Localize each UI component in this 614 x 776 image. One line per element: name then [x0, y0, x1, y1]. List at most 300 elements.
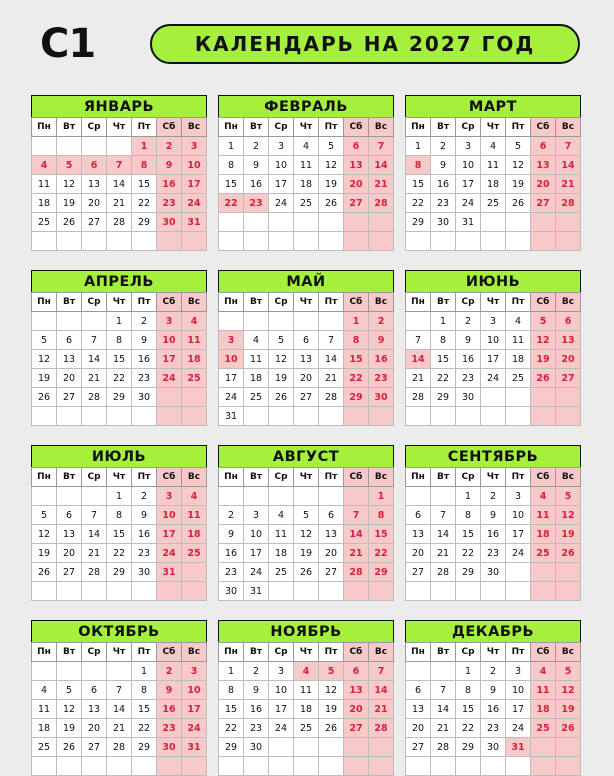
day-cell: 20: [406, 544, 431, 563]
day-cell: 12: [57, 175, 82, 194]
day-cell: 10: [219, 350, 244, 369]
weekday-label: Чт: [107, 118, 132, 137]
day-cell: 23: [456, 369, 481, 388]
day-cell: 18: [269, 544, 294, 563]
week-row: [32, 213, 207, 232]
day-cell: 19: [506, 175, 531, 194]
day-cell: 30: [456, 388, 481, 407]
day-cell: 25: [32, 738, 57, 757]
day-cell: 18: [182, 350, 207, 369]
day-cell: 29: [456, 563, 481, 582]
day-cell: 9: [369, 331, 394, 350]
day-cell: 13: [294, 350, 319, 369]
weekday-label: Чт: [481, 293, 506, 312]
weekday-label: Пн: [32, 293, 57, 312]
day-cell: 26: [294, 563, 319, 582]
month-table: [218, 292, 394, 426]
day-cell: 11: [531, 506, 556, 525]
weekday-label: Ср: [82, 118, 107, 137]
empty-cell: [431, 487, 456, 506]
day-cell: 15: [219, 175, 244, 194]
day-cell: 13: [556, 331, 581, 350]
day-cell: 26: [506, 194, 531, 213]
weekday-label: Пт: [319, 293, 344, 312]
day-cell: 6: [531, 137, 556, 156]
empty-cell: [406, 232, 431, 251]
day-cell: 30: [132, 388, 157, 407]
day-cell: 13: [57, 525, 82, 544]
day-cell: 9: [157, 156, 182, 175]
day-cell: 15: [107, 525, 132, 544]
empty-cell: [319, 232, 344, 251]
day-cell: 24: [157, 369, 182, 388]
empty-cell: [244, 757, 269, 776]
day-cell: 21: [344, 544, 369, 563]
weekday-label: Вс: [556, 468, 581, 487]
day-cell: 31: [219, 407, 244, 426]
empty-cell: [456, 232, 481, 251]
day-cell: 4: [269, 506, 294, 525]
empty-cell: [319, 213, 344, 232]
empty-cell: [82, 232, 107, 251]
weekday-label: Пт: [506, 643, 531, 662]
weekday-label: Сб: [344, 293, 369, 312]
day-cell: 10: [456, 156, 481, 175]
weekday-header-row: [406, 293, 581, 312]
empty-cell: [244, 312, 269, 331]
empty-cell: [344, 757, 369, 776]
day-cell: 16: [481, 700, 506, 719]
month-table: [31, 467, 207, 601]
weekday-label: Вт: [57, 643, 82, 662]
day-cell: 22: [456, 719, 481, 738]
day-cell: 16: [157, 175, 182, 194]
day-cell: 4: [182, 312, 207, 331]
month-title: МАРТ: [405, 95, 581, 117]
day-cell: 19: [269, 369, 294, 388]
empty-cell: [157, 757, 182, 776]
empty-cell: [319, 312, 344, 331]
day-cell: 29: [406, 213, 431, 232]
empty-cell: [531, 213, 556, 232]
month-table: [31, 117, 207, 251]
day-cell: 24: [269, 194, 294, 213]
weekday-label: Пн: [32, 468, 57, 487]
day-cell: 7: [431, 681, 456, 700]
day-cell: 28: [369, 719, 394, 738]
day-cell: 28: [107, 738, 132, 757]
weekday-header-row: [406, 643, 581, 662]
weekday-label: Чт: [107, 468, 132, 487]
day-cell: 9: [132, 506, 157, 525]
empty-cell: [269, 213, 294, 232]
day-cell: 26: [556, 544, 581, 563]
empty-cell: [157, 388, 182, 407]
weekday-header-row: [219, 118, 394, 137]
empty-cell: [406, 487, 431, 506]
weekday-label: Пн: [406, 293, 431, 312]
day-cell: 22: [344, 369, 369, 388]
day-cell: 17: [182, 700, 207, 719]
day-cell: 27: [82, 738, 107, 757]
day-cell: 4: [531, 662, 556, 681]
weekday-label: Ср: [82, 293, 107, 312]
empty-cell: [481, 582, 506, 601]
day-cell: 4: [294, 137, 319, 156]
week-row: [406, 506, 581, 525]
day-cell: 31: [456, 213, 481, 232]
week-row: [32, 662, 207, 681]
week-row: [32, 350, 207, 369]
day-cell: 27: [294, 388, 319, 407]
week-row: [406, 156, 581, 175]
day-cell: 9: [157, 681, 182, 700]
week-row: [219, 487, 394, 506]
day-cell: 13: [82, 700, 107, 719]
weekday-label: Ср: [269, 468, 294, 487]
weekday-label: Сб: [531, 643, 556, 662]
week-row: [406, 388, 581, 407]
day-cell: 3: [269, 662, 294, 681]
calendar-grid: [31, 95, 581, 770]
week-row: [32, 331, 207, 350]
day-cell: 6: [57, 331, 82, 350]
day-cell: 18: [182, 525, 207, 544]
empty-cell: [132, 582, 157, 601]
weekday-label: Ср: [269, 293, 294, 312]
weekday-label: Вт: [244, 118, 269, 137]
day-cell: 11: [294, 156, 319, 175]
empty-cell: [344, 232, 369, 251]
day-cell: 20: [556, 350, 581, 369]
empty-cell: [57, 662, 82, 681]
day-cell: 9: [244, 681, 269, 700]
day-cell: 23: [369, 369, 394, 388]
day-cell: 28: [406, 388, 431, 407]
weekday-label: Вт: [57, 468, 82, 487]
week-row: [219, 506, 394, 525]
day-cell: 23: [132, 369, 157, 388]
empty-cell: [344, 582, 369, 601]
empty-cell: [319, 487, 344, 506]
day-cell: 26: [269, 388, 294, 407]
weekday-label: Ср: [456, 293, 481, 312]
week-row: [406, 175, 581, 194]
week-row: [32, 194, 207, 213]
week-row: [32, 312, 207, 331]
empty-cell: [157, 582, 182, 601]
weekday-label: Вт: [244, 468, 269, 487]
day-cell: 22: [219, 194, 244, 213]
week-row: [219, 525, 394, 544]
day-cell: 29: [107, 563, 132, 582]
day-cell: 30: [431, 213, 456, 232]
day-cell: 21: [431, 719, 456, 738]
day-cell: 27: [82, 213, 107, 232]
weekday-label: Ср: [82, 643, 107, 662]
week-row: [406, 719, 581, 738]
empty-cell: [506, 388, 531, 407]
day-cell: 28: [319, 388, 344, 407]
day-cell: 19: [531, 350, 556, 369]
week-row: [32, 719, 207, 738]
week-row: [406, 681, 581, 700]
empty-cell: [456, 757, 481, 776]
day-cell: 2: [157, 137, 182, 156]
day-cell: 3: [182, 137, 207, 156]
day-cell: 1: [107, 312, 132, 331]
empty-cell: [107, 407, 132, 426]
empty-cell: [556, 563, 581, 582]
week-row: [32, 137, 207, 156]
day-cell: 29: [369, 563, 394, 582]
day-cell: 15: [456, 700, 481, 719]
day-cell: 23: [244, 719, 269, 738]
empty-cell: [269, 582, 294, 601]
weekday-label: Пн: [406, 643, 431, 662]
day-cell: 21: [369, 175, 394, 194]
weekday-label: Сб: [531, 468, 556, 487]
day-cell: 6: [319, 506, 344, 525]
week-row: [219, 582, 394, 601]
day-cell: 13: [531, 156, 556, 175]
page-title: КАЛЕНДАРЬ НА 2027 ГОД: [150, 24, 580, 64]
day-cell: 13: [319, 525, 344, 544]
week-row: [406, 194, 581, 213]
empty-cell: [369, 407, 394, 426]
day-cell: 20: [319, 544, 344, 563]
day-cell: 5: [556, 487, 581, 506]
month-calendar: [218, 445, 394, 595]
empty-cell: [456, 582, 481, 601]
day-cell: 3: [506, 487, 531, 506]
empty-cell: [182, 582, 207, 601]
weekday-label: Пн: [406, 468, 431, 487]
day-cell: 4: [481, 137, 506, 156]
weekday-label: Чт: [294, 643, 319, 662]
day-cell: 2: [369, 312, 394, 331]
empty-cell: [269, 312, 294, 331]
empty-cell: [57, 232, 82, 251]
weekday-label: Ср: [456, 118, 481, 137]
empty-cell: [531, 563, 556, 582]
weekday-label: Чт: [481, 118, 506, 137]
day-cell: 8: [107, 506, 132, 525]
day-cell: 22: [107, 544, 132, 563]
day-cell: 27: [57, 388, 82, 407]
day-cell: 8: [344, 331, 369, 350]
month-title: ИЮЛЬ: [31, 445, 207, 467]
weekday-label: Вт: [244, 293, 269, 312]
empty-cell: [556, 757, 581, 776]
day-cell: 29: [219, 738, 244, 757]
empty-cell: [556, 232, 581, 251]
day-cell: 18: [32, 719, 57, 738]
day-cell: 18: [506, 350, 531, 369]
day-cell: 15: [406, 175, 431, 194]
day-cell: 14: [406, 350, 431, 369]
weekday-label: Ср: [456, 468, 481, 487]
day-cell: 18: [32, 194, 57, 213]
day-cell: 31: [244, 582, 269, 601]
week-row: [32, 544, 207, 563]
day-cell: 25: [182, 369, 207, 388]
day-cell: 3: [157, 487, 182, 506]
weekday-label: Пн: [32, 118, 57, 137]
day-cell: 31: [157, 563, 182, 582]
weekday-label: Сб: [157, 468, 182, 487]
day-cell: 13: [406, 525, 431, 544]
day-cell: 8: [107, 331, 132, 350]
day-cell: 15: [369, 525, 394, 544]
month-calendar: [31, 620, 207, 770]
day-cell: 20: [344, 175, 369, 194]
day-cell: 2: [456, 312, 481, 331]
empty-cell: [219, 232, 244, 251]
empty-cell: [481, 388, 506, 407]
day-cell: 5: [319, 662, 344, 681]
week-row: [32, 506, 207, 525]
day-cell: 24: [456, 194, 481, 213]
weekday-label: Вт: [244, 643, 269, 662]
day-cell: 12: [57, 700, 82, 719]
day-cell: 5: [556, 662, 581, 681]
day-cell: 19: [57, 719, 82, 738]
week-row: [219, 350, 394, 369]
month-table: [31, 642, 207, 776]
day-cell: 19: [319, 175, 344, 194]
day-cell: 5: [32, 506, 57, 525]
week-row: [219, 194, 394, 213]
day-cell: 28: [431, 738, 456, 757]
weekday-header-row: [32, 293, 207, 312]
weekday-label: Вс: [556, 118, 581, 137]
weekday-label: Сб: [344, 118, 369, 137]
month-calendar: [405, 445, 581, 595]
empty-cell: [269, 232, 294, 251]
empty-cell: [57, 487, 82, 506]
week-row: [219, 662, 394, 681]
day-cell: 26: [319, 719, 344, 738]
empty-cell: [406, 757, 431, 776]
day-cell: 8: [219, 156, 244, 175]
day-cell: 9: [481, 681, 506, 700]
week-row: [32, 156, 207, 175]
empty-cell: [182, 407, 207, 426]
day-cell: 17: [182, 175, 207, 194]
empty-cell: [294, 487, 319, 506]
empty-cell: [157, 407, 182, 426]
day-cell: 29: [132, 738, 157, 757]
week-row: [219, 544, 394, 563]
week-row: [406, 312, 581, 331]
day-cell: 27: [406, 563, 431, 582]
day-cell: 5: [506, 137, 531, 156]
day-cell: 4: [531, 487, 556, 506]
week-row: [406, 369, 581, 388]
empty-cell: [319, 738, 344, 757]
day-cell: 29: [107, 388, 132, 407]
day-cell: 3: [244, 506, 269, 525]
month-calendar: [31, 445, 207, 595]
day-cell: 7: [369, 137, 394, 156]
day-cell: 22: [219, 719, 244, 738]
day-cell: 9: [132, 331, 157, 350]
weekday-label: Чт: [294, 468, 319, 487]
weekday-label: Вс: [556, 293, 581, 312]
empty-cell: [506, 407, 531, 426]
day-cell: 6: [294, 331, 319, 350]
day-cell: 28: [556, 194, 581, 213]
weekday-label: Пн: [219, 118, 244, 137]
day-cell: 25: [294, 194, 319, 213]
day-cell: 27: [531, 194, 556, 213]
empty-cell: [82, 662, 107, 681]
day-cell: 22: [107, 369, 132, 388]
day-cell: 27: [344, 194, 369, 213]
day-cell: 6: [406, 681, 431, 700]
empty-cell: [82, 312, 107, 331]
empty-cell: [82, 487, 107, 506]
empty-cell: [369, 738, 394, 757]
empty-cell: [182, 563, 207, 582]
day-cell: 29: [456, 738, 481, 757]
day-cell: 27: [319, 563, 344, 582]
day-cell: 7: [82, 506, 107, 525]
day-cell: 25: [269, 563, 294, 582]
day-cell: 21: [369, 700, 394, 719]
day-cell: 17: [481, 350, 506, 369]
day-cell: 17: [157, 525, 182, 544]
day-cell: 11: [269, 525, 294, 544]
empty-cell: [319, 407, 344, 426]
empty-cell: [32, 407, 57, 426]
day-cell: 8: [132, 681, 157, 700]
day-cell: 5: [57, 681, 82, 700]
month-table: [405, 117, 581, 251]
week-row: [406, 563, 581, 582]
weekday-label: Пт: [506, 468, 531, 487]
day-cell: 24: [269, 719, 294, 738]
day-cell: 4: [244, 331, 269, 350]
day-cell: 20: [531, 175, 556, 194]
weekday-label: Сб: [157, 293, 182, 312]
empty-cell: [556, 213, 581, 232]
day-cell: 2: [481, 662, 506, 681]
week-row: [32, 681, 207, 700]
day-cell: 11: [244, 350, 269, 369]
empty-cell: [182, 757, 207, 776]
empty-cell: [406, 662, 431, 681]
empty-cell: [132, 757, 157, 776]
weekday-label: Вс: [369, 468, 394, 487]
weekday-label: Сб: [344, 643, 369, 662]
logo: C1: [40, 21, 96, 67]
day-cell: 24: [481, 369, 506, 388]
week-row: [406, 350, 581, 369]
day-cell: 20: [82, 194, 107, 213]
day-cell: 20: [57, 369, 82, 388]
week-row: [32, 582, 207, 601]
day-cell: 8: [456, 681, 481, 700]
day-cell: 22: [132, 194, 157, 213]
empty-cell: [182, 388, 207, 407]
weekday-label: Пн: [219, 468, 244, 487]
day-cell: 1: [344, 312, 369, 331]
day-cell: 3: [269, 137, 294, 156]
day-cell: 2: [157, 662, 182, 681]
day-cell: 25: [531, 544, 556, 563]
